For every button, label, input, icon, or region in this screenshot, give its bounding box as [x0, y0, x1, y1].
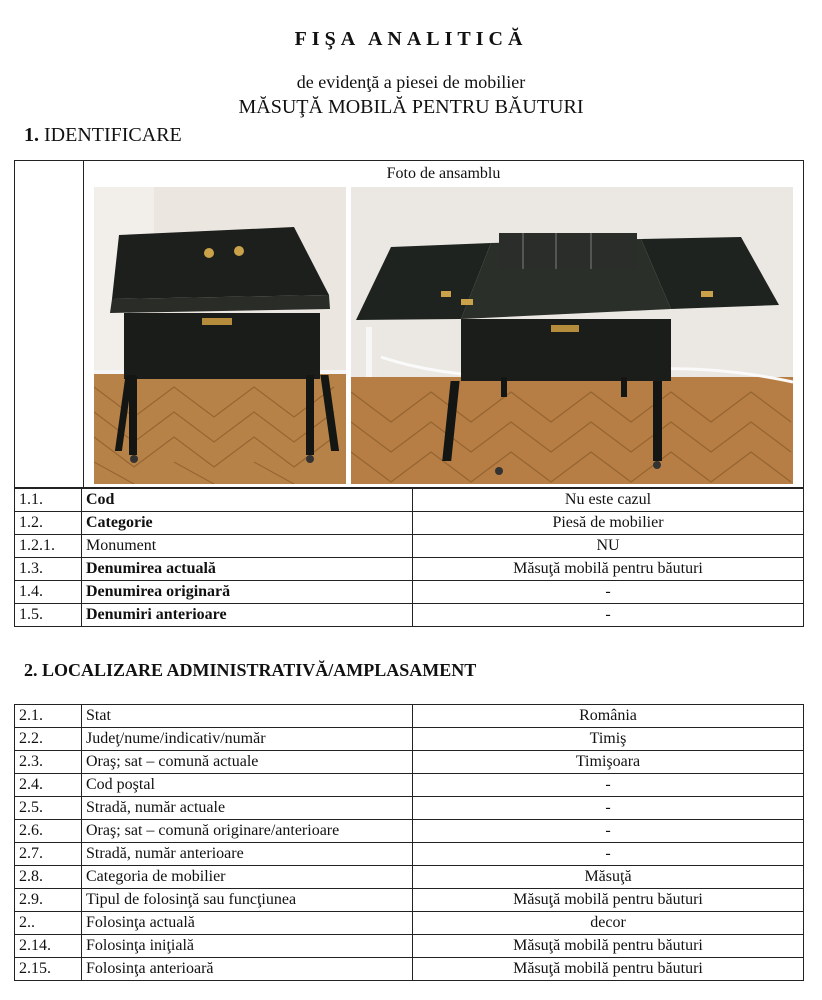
photo-panel [14, 160, 804, 488]
identification-table [14, 488, 804, 627]
location-value-cell: - [413, 797, 804, 820]
document-title: FIŞA ANALITICĂ [294, 28, 528, 50]
table-row [15, 866, 804, 889]
section-2-heading: 2. LOCALIZARE ADMINISTRATIVĂ/AMPLASAMENT [24, 660, 477, 680]
location-value-cell: Măsuţă mobilă pentru băuturi [413, 958, 804, 981]
location-value-cell: Timiş [413, 728, 804, 751]
table-row [15, 958, 804, 981]
location-label-cell: Cod poştal [82, 774, 413, 797]
location-value-cell: Măsuţă [413, 866, 804, 889]
photo-panel-number-cell [15, 161, 84, 487]
section-1-title: IDENTIFICARE [44, 124, 182, 146]
table-row [15, 751, 804, 774]
table-row [15, 935, 804, 958]
photo-table-closed [94, 187, 346, 484]
photo-table-open [351, 187, 793, 484]
location-value-cell: Măsuţă mobilă pentru băuturi [413, 889, 804, 912]
identification-number-cell: 1.1. [15, 489, 82, 512]
identification-number-cell: 1.4. [15, 581, 82, 604]
location-number-cell: 2.1. [15, 705, 82, 728]
location-number-cell: 2.15. [15, 958, 82, 981]
location-number-cell: 2.2. [15, 728, 82, 751]
table-row [15, 535, 804, 558]
table-row [15, 581, 804, 604]
identification-number-cell: 1.3. [15, 558, 82, 581]
location-label-cell: Stradă, număr anterioare [82, 843, 413, 866]
location-label-cell: Stradă, număr actuale [82, 797, 413, 820]
identification-label-cell: Categorie [82, 512, 413, 535]
location-number-cell: 2.14. [15, 935, 82, 958]
photo-table-closed-image [94, 187, 346, 484]
object-name-heading: MĂSUŢĂ MOBILĂ PENTRU BĂUTURI [238, 96, 584, 118]
location-number-cell: 2.8. [15, 866, 82, 889]
table-row [15, 489, 804, 512]
table-row [15, 558, 804, 581]
photo-caption: Foto de ansamblu [386, 165, 501, 182]
identification-value-cell: NU [413, 535, 804, 558]
identification-label-cell: Denumiri anterioare [82, 604, 413, 627]
identification-label-cell: Denumirea actuală [82, 558, 413, 581]
location-label-cell: Judeţ/nume/indicativ/număr [82, 728, 413, 751]
section-1-number: 1. [24, 124, 39, 146]
identification-label-cell: Monument [82, 535, 413, 558]
table-row [15, 512, 804, 535]
table-row [15, 797, 804, 820]
document-subtitle: de evidenţă a piesei de mobilier [296, 72, 526, 92]
location-label-cell: Oraş; sat – comună actuale [82, 751, 413, 774]
table-row [15, 820, 804, 843]
location-value-cell: - [413, 774, 804, 797]
location-value-cell: România [413, 705, 804, 728]
table-row [15, 843, 804, 866]
location-label-cell: Oraş; sat – comună originare/anterioare [82, 820, 413, 843]
location-value-cell: - [413, 820, 804, 843]
location-label-cell: Folosinţa anterioară [82, 958, 413, 981]
identification-number-cell: 1.2.1. [15, 535, 82, 558]
identification-value-cell: Nu este cazul [413, 489, 804, 512]
section-1-heading [24, 124, 182, 147]
identification-value-cell: - [413, 581, 804, 604]
location-number-cell: 2.3. [15, 751, 82, 774]
identification-value-cell: - [413, 604, 804, 627]
identification-number-cell: 1.5. [15, 604, 82, 627]
location-label-cell: Categoria de mobilier [82, 866, 413, 889]
location-label-cell: Stat [82, 705, 413, 728]
location-number-cell: 2.7. [15, 843, 82, 866]
table-row [15, 728, 804, 751]
identification-label-cell: Denumirea originară [82, 581, 413, 604]
location-label-cell: Folosinţa iniţială [82, 935, 413, 958]
location-number-cell: 2.6. [15, 820, 82, 843]
location-value-cell: - [413, 843, 804, 866]
location-number-cell: 2.5. [15, 797, 82, 820]
location-number-cell: 2.9. [15, 889, 82, 912]
identification-number-cell: 1.2. [15, 512, 82, 535]
location-value-cell: decor [413, 912, 804, 935]
table-row [15, 912, 804, 935]
location-number-cell: 2.. [15, 912, 82, 935]
identification-value-cell: Măsuţă mobilă pentru băuturi [413, 558, 804, 581]
photo-table-open-image [351, 187, 793, 484]
table-row [15, 705, 804, 728]
location-value-cell: Timişoara [413, 751, 804, 774]
table-row [15, 774, 804, 797]
identification-value-cell: Piesă de mobilier [413, 512, 804, 535]
location-value-cell: Măsuţă mobilă pentru băuturi [413, 935, 804, 958]
table-row [15, 604, 804, 627]
identification-label-cell: Cod [82, 489, 413, 512]
location-label-cell: Folosinţa actuală [82, 912, 413, 935]
location-number-cell: 2.4. [15, 774, 82, 797]
location-label-cell: Tipul de folosinţă sau funcţiunea [82, 889, 413, 912]
table-row [15, 889, 804, 912]
location-table [14, 704, 804, 981]
